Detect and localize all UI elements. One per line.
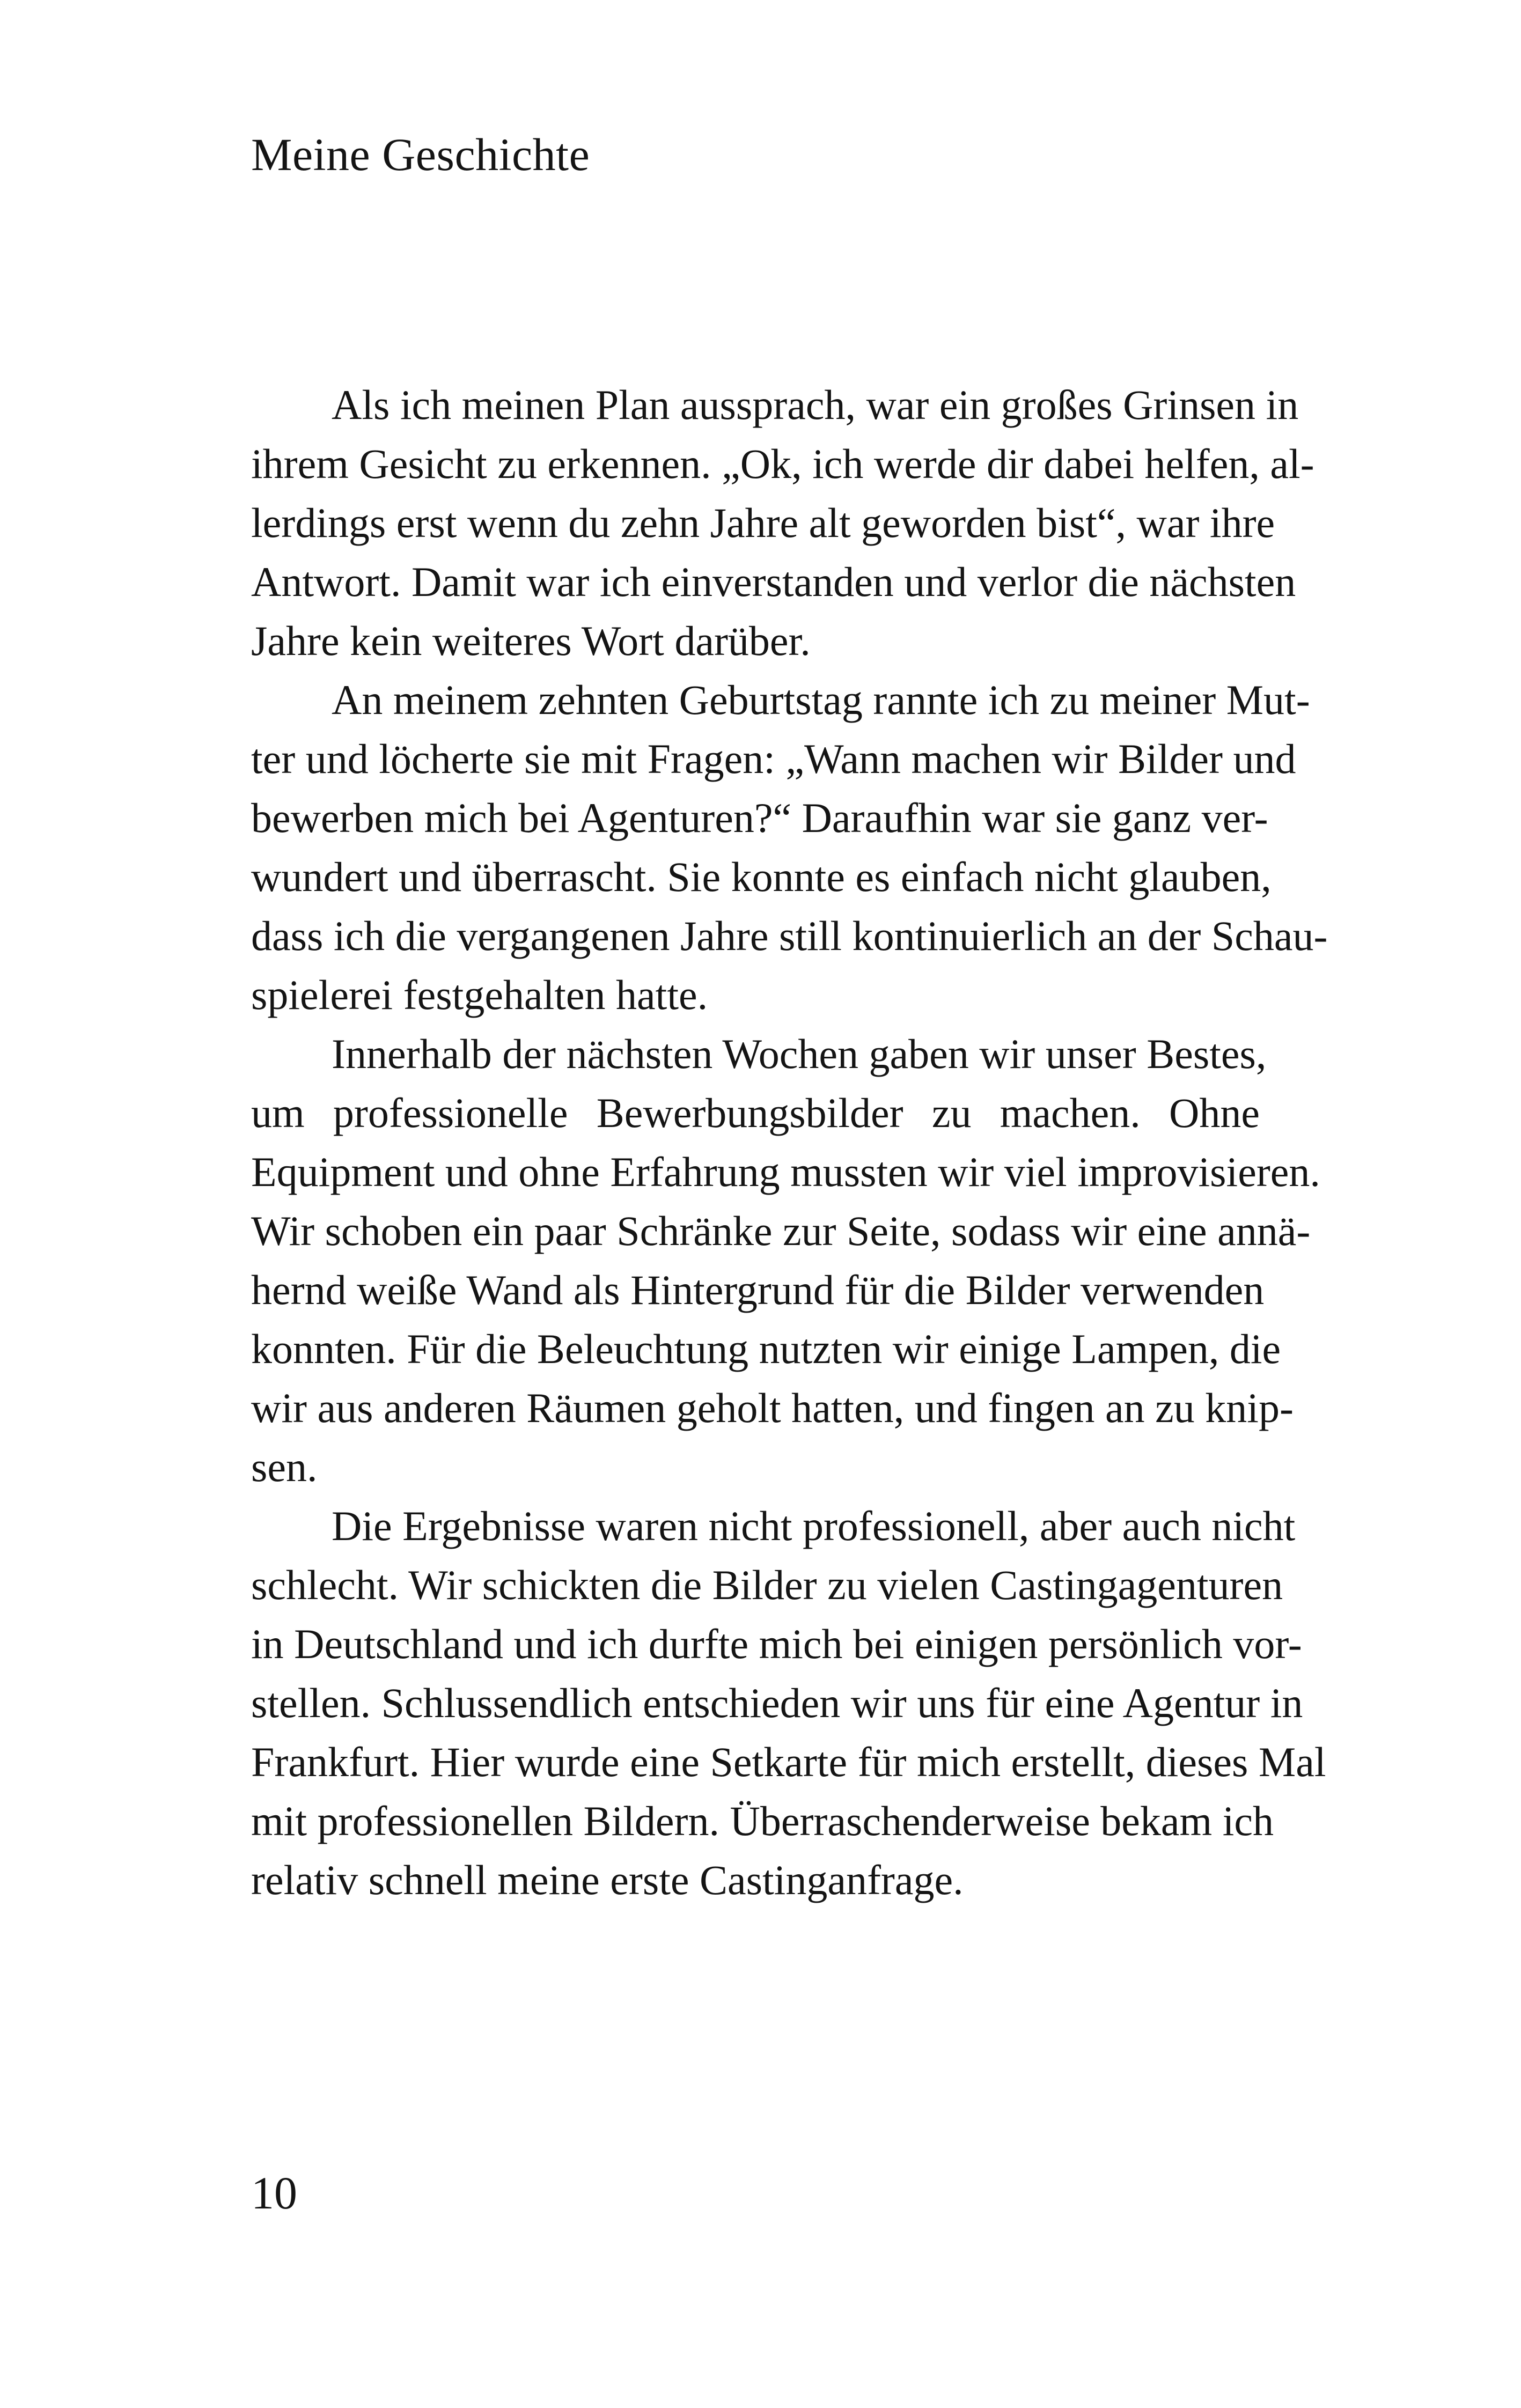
text-line: Equipment und ohne Erfahrung mussten wir viel improvisieren. xyxy=(251,1148,1320,1195)
text-line: Die Ergebnisse waren nicht professionell, aber auch nicht xyxy=(332,1503,1296,1549)
text-line: konnten. Für die Beleuchtung nutzten wir einige Lampen, die xyxy=(251,1325,1281,1372)
text-line: in Deutschland und ich durfte mich bei einigen persönlich vor- xyxy=(251,1621,1302,1667)
text-line: An meinem zehnten Geburtstag rannte ich zu meiner Mut- xyxy=(332,676,1310,723)
text-line: wundert und überrascht. Sie konnte es einfach nicht glauben, xyxy=(251,853,1272,900)
text-line: um professionelle Bewerbungsbilder zu machen. Ohne xyxy=(251,1089,1260,1136)
paragraph xyxy=(251,375,1314,671)
text-line: dass ich die vergangenen Jahre still kontinuierlich an der Schau- xyxy=(251,912,1328,959)
paragraph xyxy=(251,1025,1320,1497)
text-line: lerdings erst wenn du zehn Jahre alt geworden bist“, war ihre xyxy=(251,499,1275,546)
text-line: sen. xyxy=(251,1444,318,1490)
running-head: Meine Geschichte xyxy=(251,129,590,180)
text-line: ihrem Gesicht zu erkennen. „Ok, ich werde dir dabei helfen, al- xyxy=(251,440,1314,487)
text-line: Frankfurt. Hier wurde eine Setkarte für mich erstellt, dieses Mal xyxy=(251,1739,1326,1785)
text-line: wir aus anderen Räumen geholt hatten, und fingen an zu knip- xyxy=(251,1385,1294,1431)
text-line: Innerhalb der nächsten Wochen gaben wir unser Bestes, xyxy=(332,1030,1267,1077)
page-number: 10 xyxy=(251,2167,297,2219)
text-line: mit professionellen Bildern. Überraschenderweise bekam ich xyxy=(251,1798,1274,1844)
text-line: stellen. Schlussendlich entschieden wir uns für eine Agentur in xyxy=(251,1680,1303,1726)
text-line: Jahre kein weiteres Wort darüber. xyxy=(251,617,811,664)
text-line: bewerben mich bei Agenturen?“ Daraufhin war sie ganz ver- xyxy=(251,794,1268,841)
text-line: relativ schnell meine erste Castinganfrage. xyxy=(251,1857,964,1903)
body-text xyxy=(251,375,1328,1910)
paragraph xyxy=(251,1497,1326,1910)
text-line: ter und löcherte sie mit Fragen: „Wann machen wir Bilder und xyxy=(251,735,1296,782)
text-line: schlecht. Wir schickten die Bilder zu vielen Castingagenturen xyxy=(251,1562,1283,1608)
paragraph xyxy=(251,671,1328,1025)
text-line: Antwort. Damit war ich einverstanden und verlor die nächsten xyxy=(251,558,1296,605)
text-line: Als ich meinen Plan aussprach, war ein großes Grinsen in xyxy=(332,381,1299,428)
text-line: spielerei festgehalten hatte. xyxy=(251,971,708,1018)
text-line: Wir schoben ein paar Schränke zur Seite, sodass wir eine annä- xyxy=(251,1207,1311,1254)
text-line: hernd weiße Wand als Hintergrund für die Bilder verwenden xyxy=(251,1266,1265,1313)
